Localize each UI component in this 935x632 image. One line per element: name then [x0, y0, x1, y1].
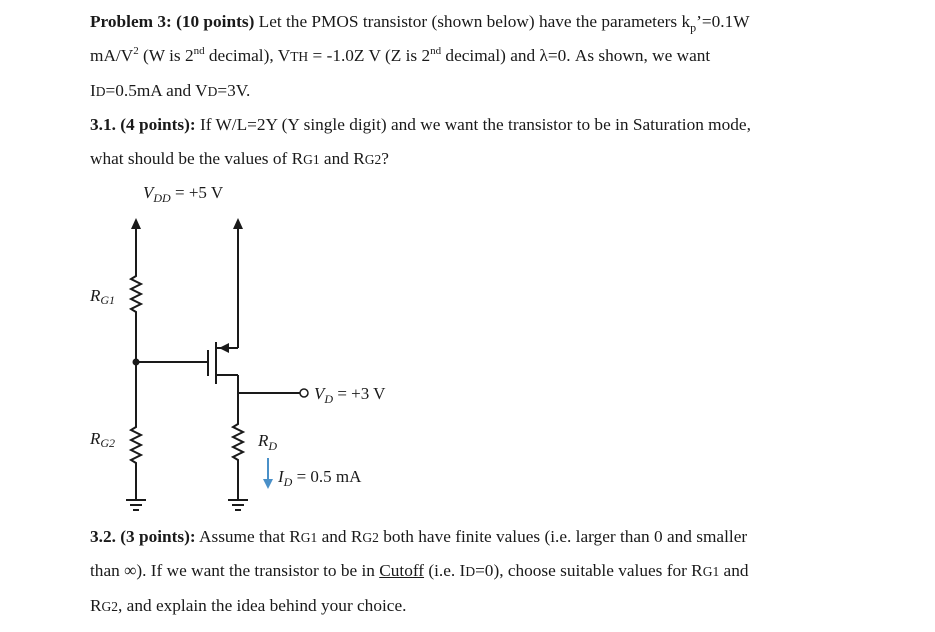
vdd-arrow-right — [233, 218, 243, 229]
pmos-arrow — [219, 343, 229, 353]
vd-label: $V_D = +3$ V — [314, 384, 386, 406]
rg1-label: RG1 — [90, 286, 116, 307]
id-current-arrow-head — [263, 479, 273, 489]
cutoff-term: Cutoff — [379, 561, 425, 580]
problem-line-2: $mA/V^2$ (W is 2nd decimal), VTH = -1.0Z V (Z is 2nd decimal) and λ=0. As shown, we want — [90, 45, 711, 65]
vdd-label: $V_{DD} = +5$ V — [143, 183, 224, 205]
problem-heading: Problem 3: (10 points) — [90, 12, 255, 31]
rd-label: $R_D$ — [258, 431, 278, 453]
q32-heading: 3.2. (3 points): — [90, 527, 196, 546]
rd-resistor — [233, 420, 243, 466]
problem-line-3: ID=0.5mA and VD=3V. — [90, 81, 251, 100]
gate-node-dot — [133, 359, 140, 366]
q31-line-2: what should be the values of RG1 and RG2? — [90, 149, 389, 168]
q32-line-1: 3.2. (3 points): Assume that RG1 and RG2 both have finite values (i.e. larger than 0 and smaller — [90, 527, 748, 546]
vd-terminal — [300, 389, 308, 397]
vdd-arrow-left — [131, 218, 141, 229]
q32-line-3: RG2, and explain the idea behind your choice. — [90, 596, 407, 615]
q32-line-2: than ∞). If we want the transistor to be in Cutoff (i.e. ID=0), choose suitable values for RG1 and — [90, 561, 749, 580]
rg2-label: RG2 — [90, 429, 116, 450]
id-label: $I_D = 0.5$ mA — [278, 467, 362, 489]
rg2-resistor — [131, 423, 141, 467]
q31-line-1: 3.1. (4 points): If W/L=2Y (Y single digit) and we want the transistor to be in Saturation mode, — [90, 115, 751, 134]
rg1-resistor — [131, 272, 141, 316]
q31-heading: 3.1. (4 points): — [90, 115, 196, 134]
problem-line-1: Problem 3: (10 points) Let the PMOS transistor (shown below) have the parameters $k_p’=0.1W$ — [90, 12, 750, 35]
